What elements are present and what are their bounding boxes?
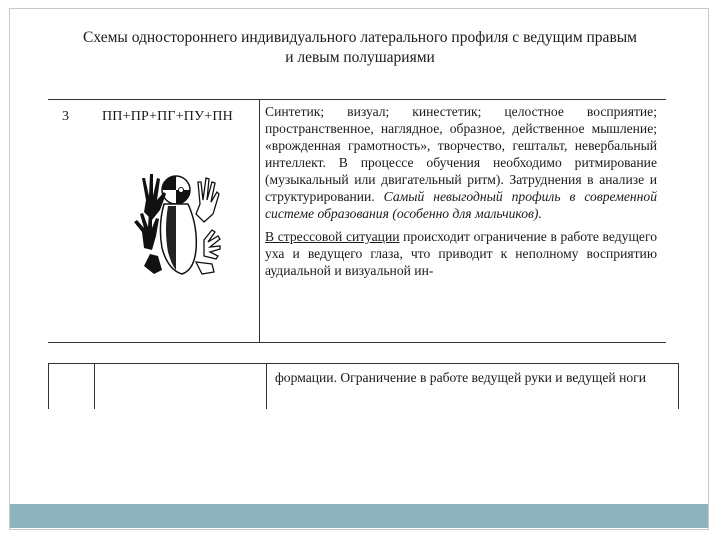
page-title — [30, 28, 690, 68]
table2-top-border — [48, 363, 678, 364]
row-number: 3 — [62, 109, 69, 124]
table-divider — [259, 99, 260, 343]
stress-situation-label: В стрессовой ситуации — [265, 229, 400, 244]
table-bottom-border — [48, 342, 666, 343]
table2-divider-2 — [266, 363, 267, 409]
description-continuation: формации. Ограничение в работе ведущей руки и ведущей ноги — [275, 370, 646, 385]
description-paragraph-2 — [265, 228, 657, 279]
description-paragraph-1 — [265, 103, 657, 222]
stress-description: происходит ограничение в работе ведущего уха и ведущего глаза, что приводит к неполному восприятию аудиальной и визуальной ин- — [265, 229, 657, 278]
footer-bar — [10, 504, 708, 528]
description-italic-note: Самый невыгодный профиль в современной системе образования (особенно для мальчиков). — [265, 189, 658, 221]
profile-code: ПП+ПР+ПГ+ПУ+ПН — [102, 109, 233, 124]
title-line-2: и левым полушариями — [285, 49, 435, 66]
table-top-border — [48, 99, 666, 100]
title-line-1: Схемы одностороннего индивидуального латерального профиля с ведущим правым — [83, 29, 637, 46]
profile-description — [265, 103, 657, 279]
table2-divider-1 — [94, 363, 95, 409]
description-text: Синтетик; визуал; кинестетик; целостное восприятие; пространственное, наглядное, образное, действенное мышление; «врожденная грамотность», творчество, гештальт, невербальный интеллект. В процессе обучения необходимо ритмирование (музыкальный или двигательный ритм). Затруднения в анализе и структурировании. — [265, 104, 657, 204]
table2-left-border — [48, 363, 49, 409]
lateral-profile-figure-icon — [128, 170, 228, 280]
